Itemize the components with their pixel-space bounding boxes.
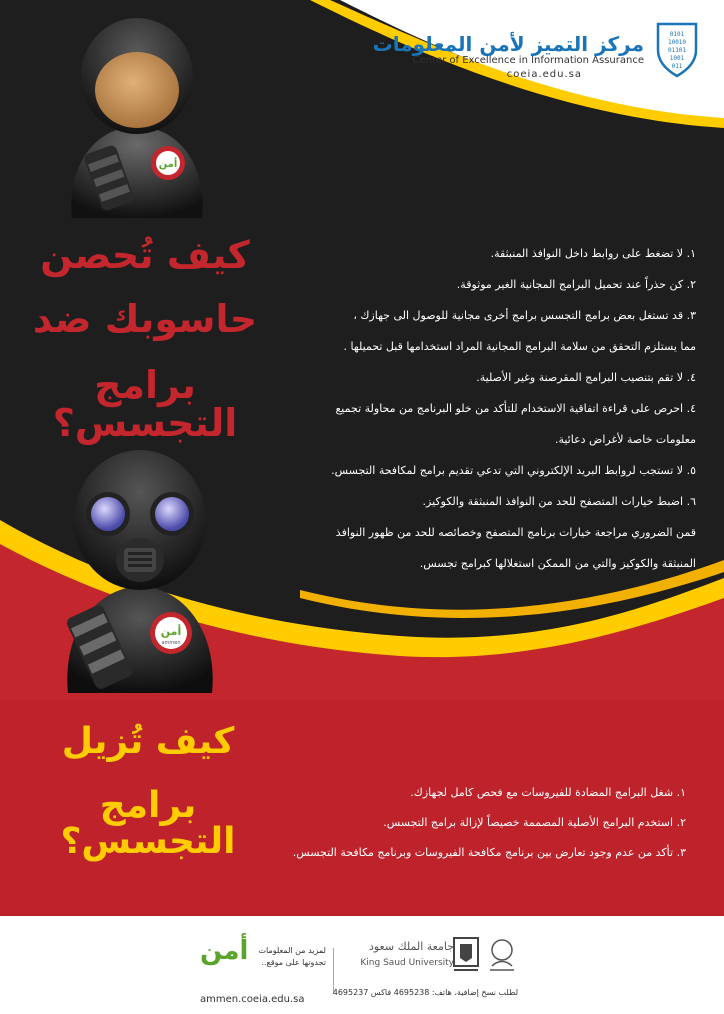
protect-tip: ٤. احرص على قراءة اتفاقية الاستخدام للتأكد من خلو البرنامج من محاولة تجميع xyxy=(335,402,696,415)
ksu-name-arabic: جامعة الملك سعود xyxy=(368,940,454,953)
protect-tip: المنبثقة والكوكيز والتي من الممكن استغلالها كبرامج تجسس. xyxy=(419,557,696,570)
gas-mask-spy-character xyxy=(60,448,220,693)
ammen-logo-text: أمن xyxy=(200,936,249,966)
svg-text:0101: 0101 xyxy=(669,31,685,38)
ksu-logo-icon xyxy=(450,934,482,976)
contact-text: لطلب نسخ إضافية، هاتف: 4695238 فاكس 4695237 xyxy=(332,988,518,997)
remove-tip: ٣. تأكد من عدم وجود تعارض بين برنامج مكافحة الفيروسات وبرنامج مكافحة التجسس. xyxy=(292,846,686,859)
ammen-footer-logo xyxy=(200,936,326,1006)
protect-tips-list xyxy=(276,247,696,588)
remove-tips-list xyxy=(246,786,686,876)
protect-tip: ٦. اضبط خيارات المتصفح للحد من النوافذ المنبثقة والكوكيز. xyxy=(422,495,696,508)
shield-binary-icon xyxy=(654,20,700,78)
badge-bottom-text: أمن xyxy=(160,625,182,638)
ksu-emblem-icon xyxy=(484,936,520,974)
org-name-english: Center of Excellence in Information Assurance xyxy=(412,55,644,66)
protect-tip: ٥. لا تستجب لروابط البريد الإلكتروني التي تدعي تقديم برامج لمكافحة التجسس. xyxy=(331,464,696,477)
coeia-logo xyxy=(372,18,702,80)
protect-title-line-2: حاسوبك ضد xyxy=(32,297,258,341)
protect-tip: قمن الضروري مراجعة خيارات برنامج المتصفح وخصائصه للحد من ظهور النوافذ xyxy=(335,526,696,539)
hooded-spy-character xyxy=(62,18,212,218)
remove-title-line-1: كيف تُزيل xyxy=(61,721,235,762)
protect-tip: معلومات خاصة لأغراض دعائية. xyxy=(554,433,696,446)
badge-bottom-subtext: ammen xyxy=(161,640,181,646)
svg-text:01101: 01101 xyxy=(667,47,687,54)
more-info-text: لمزيد من المعلومات xyxy=(258,946,326,955)
org-url: coeia.edu.sa xyxy=(506,69,582,80)
protect-tip: ٢. كن حذراً عند تحميل البرامج المجانية الغير موثوقة. xyxy=(456,278,696,291)
ammen-badge-bottom xyxy=(149,611,193,655)
visit-site-text: تجدونها على موقع.. xyxy=(261,958,326,967)
org-name-arabic: مركز التميز لأمن المعلومات xyxy=(372,32,644,56)
protect-tip: مما يستلزم التحقق من سلامة البرامج المجانية المراد استخدامها قبل تحميلها . xyxy=(343,340,696,353)
protect-tip: ١. لا تضغط على روابط داخل النوافذ المنبثقة. xyxy=(490,247,696,260)
svg-text:10010: 10010 xyxy=(667,39,687,46)
protect-tip: ٣. قد تستغل بعض برامج التجسس برامج أخرى مجانية للوصول الى جهازك ، xyxy=(353,309,696,322)
ammen-badge-top xyxy=(150,145,186,181)
remove-tip: ٢. استخدم البرامج الأصلية المصممة خصيصاً لإزالة برامج التجسس. xyxy=(383,816,686,829)
protect-title-line-3: برامج التجسس؟ xyxy=(52,363,238,445)
protect-tip: ٤. لا تقم بتنصيب البرامج المقرصنة وغير الأصلية. xyxy=(476,371,696,384)
remove-title-line-2: برامج التجسس؟ xyxy=(60,785,236,862)
svg-text:1001: 1001 xyxy=(669,55,685,62)
badge-top-text: أمن xyxy=(158,159,178,170)
ksu-name-english: King Saud University xyxy=(360,958,454,968)
remove-tip: ١. شغل البرامج المضادة للفيروسات مع فحص كامل لجهازك. xyxy=(410,786,686,799)
ammen-url[interactable]: ammen.coeia.edu.sa xyxy=(200,994,305,1005)
protect-title-line-1: كيف تُحصن xyxy=(40,233,250,277)
footer xyxy=(0,916,724,1014)
svg-text:011: 011 xyxy=(671,63,683,70)
